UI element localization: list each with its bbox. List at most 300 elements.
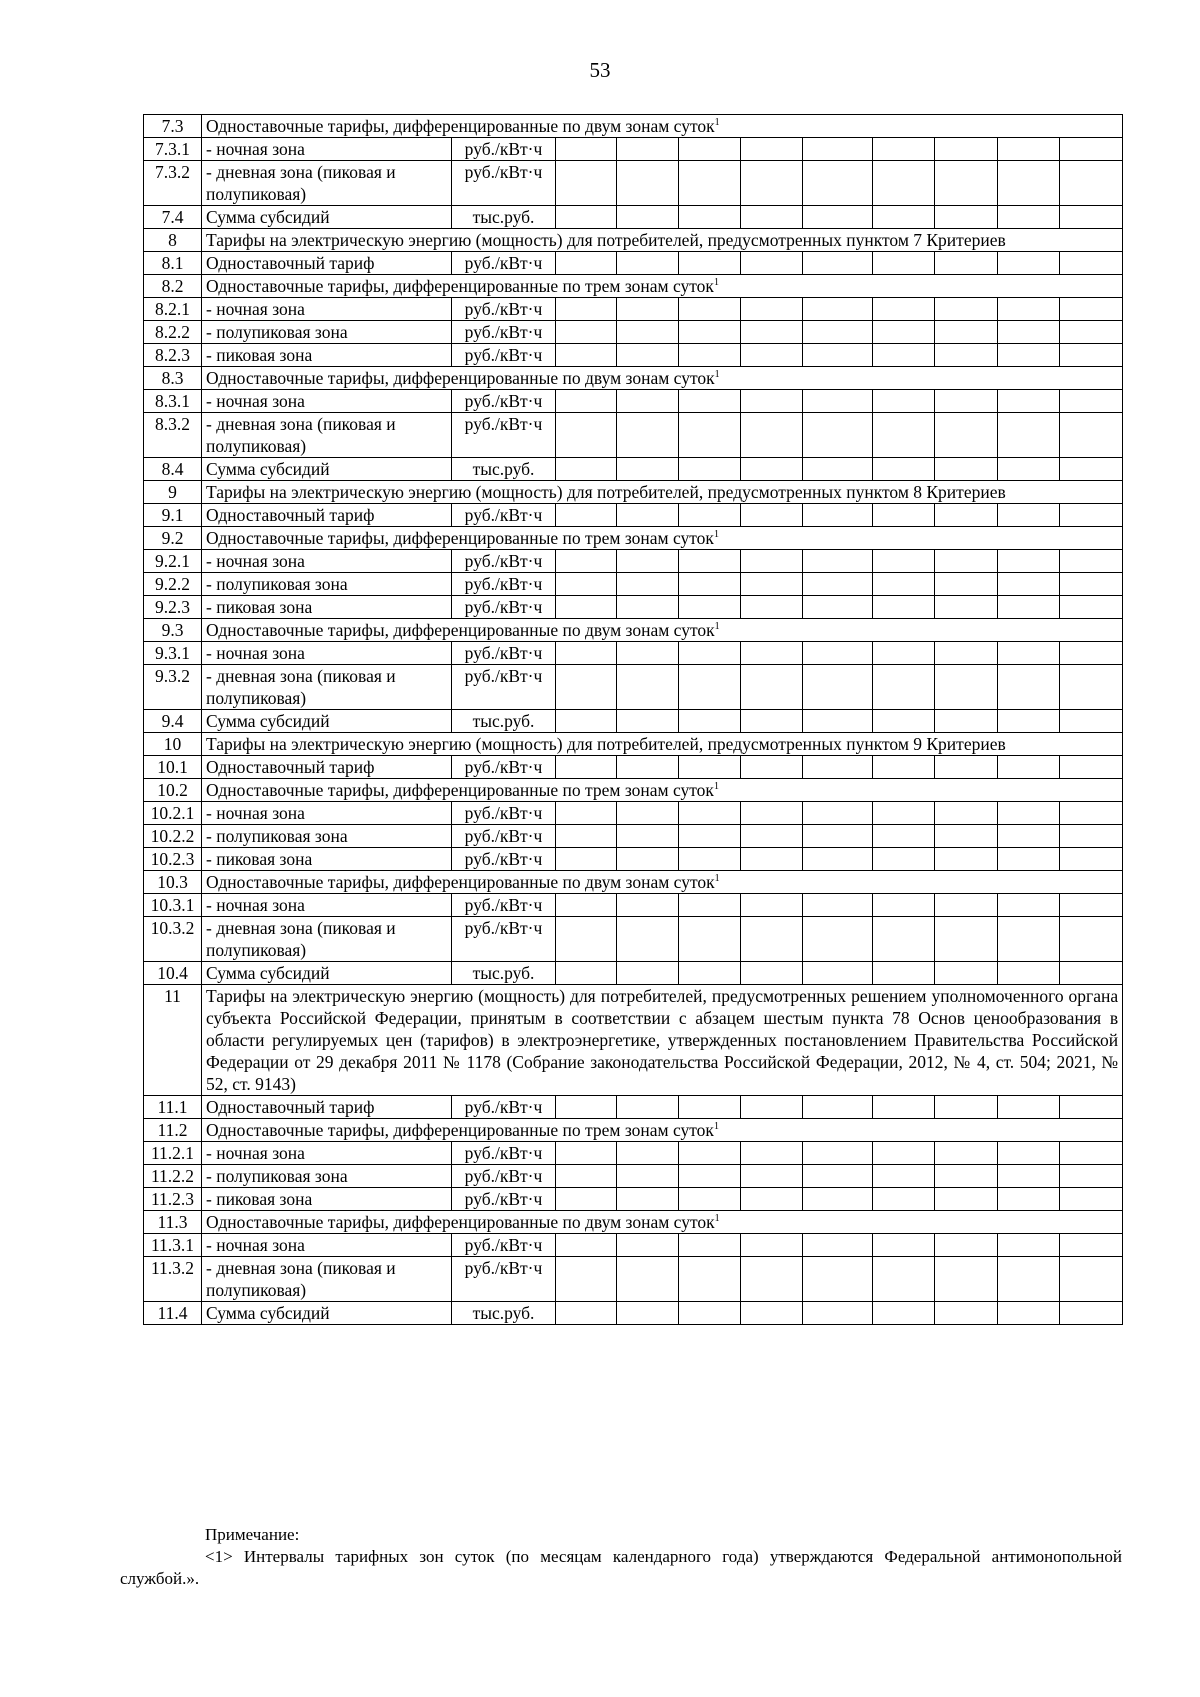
row-number: 7.3 xyxy=(144,115,202,138)
table-row xyxy=(144,367,1123,390)
value-cell xyxy=(679,917,741,962)
value-cell xyxy=(873,665,935,710)
row-unit: тыс.руб. xyxy=(452,962,556,985)
row-number: 10.2.2 xyxy=(144,825,202,848)
row-name: Сумма субсидий xyxy=(202,962,452,985)
row-unit: руб./кВт·ч xyxy=(452,550,556,573)
section-heading xyxy=(202,733,1123,756)
row-name: - ночная зона xyxy=(202,138,452,161)
value-cell xyxy=(998,206,1060,229)
value-cell xyxy=(998,298,1060,321)
table-row xyxy=(144,344,1123,367)
row-name: - пиковая зона xyxy=(202,848,452,871)
value-cell xyxy=(803,1142,873,1165)
footnote-marker: 1 xyxy=(713,529,719,541)
row-number: 8.3.1 xyxy=(144,390,202,413)
row-number: 11 xyxy=(144,985,202,1096)
value-cell xyxy=(556,390,617,413)
value-cell xyxy=(741,596,803,619)
table-row xyxy=(144,642,1123,665)
value-cell xyxy=(1060,1302,1123,1325)
value-cell xyxy=(935,1165,998,1188)
table-row xyxy=(144,848,1123,871)
value-cell xyxy=(803,573,873,596)
row-unit: руб./кВт·ч xyxy=(452,917,556,962)
value-cell xyxy=(617,665,679,710)
row-name: Сумма субсидий xyxy=(202,1302,452,1325)
value-cell xyxy=(998,710,1060,733)
row-number: 9.3.1 xyxy=(144,642,202,665)
row-number: 10.2 xyxy=(144,779,202,802)
value-cell xyxy=(679,665,741,710)
value-cell xyxy=(617,1096,679,1119)
value-cell xyxy=(556,1165,617,1188)
value-cell xyxy=(556,321,617,344)
value-cell xyxy=(556,550,617,573)
row-unit: руб./кВт·ч xyxy=(452,1188,556,1211)
value-cell xyxy=(998,1096,1060,1119)
value-cell xyxy=(1060,161,1123,206)
value-cell xyxy=(679,1165,741,1188)
value-cell xyxy=(935,917,998,962)
value-cell xyxy=(998,458,1060,481)
row-number: 9.3.2 xyxy=(144,665,202,710)
row-unit: руб./кВт·ч xyxy=(452,1142,556,1165)
value-cell xyxy=(935,848,998,871)
footnote-marker: 1 xyxy=(713,781,719,793)
value-cell xyxy=(1060,344,1123,367)
value-cell xyxy=(935,1234,998,1257)
value-cell xyxy=(556,252,617,275)
section-heading xyxy=(202,275,1123,298)
row-number: 8.1 xyxy=(144,252,202,275)
value-cell xyxy=(935,458,998,481)
value-cell xyxy=(935,161,998,206)
value-cell xyxy=(679,1188,741,1211)
value-cell xyxy=(617,848,679,871)
value-cell xyxy=(803,550,873,573)
row-name: - полупиковая зона xyxy=(202,825,452,848)
section-heading-text: Одноставочные тарифы, дифференцированные по трем зонам суток xyxy=(206,276,714,296)
row-name: - дневная зона (пиковая и полупиковая) xyxy=(202,161,452,206)
table-row xyxy=(144,779,1123,802)
footnote-marker: 1 xyxy=(714,117,720,129)
table-row xyxy=(144,1119,1123,1142)
row-unit: тыс.руб. xyxy=(452,206,556,229)
table-row xyxy=(144,825,1123,848)
value-cell xyxy=(741,1142,803,1165)
value-cell xyxy=(873,596,935,619)
row-name: - дневная зона (пиковая и полупиковая) xyxy=(202,917,452,962)
footnote-marker: 1 xyxy=(714,873,720,885)
value-cell xyxy=(803,894,873,917)
row-number: 11.1 xyxy=(144,1096,202,1119)
value-cell xyxy=(935,298,998,321)
row-unit: руб./кВт·ч xyxy=(452,802,556,825)
value-cell xyxy=(1060,665,1123,710)
value-cell xyxy=(873,252,935,275)
section-heading-text: Одноставочные тарифы, дифференцированные по трем зонам суток xyxy=(206,528,714,548)
value-cell xyxy=(556,917,617,962)
table-row xyxy=(144,527,1123,550)
value-cell xyxy=(803,1234,873,1257)
value-cell xyxy=(1060,1142,1123,1165)
row-unit: руб./кВт·ч xyxy=(452,390,556,413)
value-cell xyxy=(556,1188,617,1211)
row-number: 8.3.2 xyxy=(144,413,202,458)
value-cell xyxy=(679,1257,741,1302)
row-name: - пиковая зона xyxy=(202,1188,452,1211)
value-cell xyxy=(741,825,803,848)
value-cell xyxy=(803,802,873,825)
value-cell xyxy=(617,1188,679,1211)
row-unit: руб./кВт·ч xyxy=(452,161,556,206)
value-cell xyxy=(998,848,1060,871)
value-cell xyxy=(935,642,998,665)
value-cell xyxy=(617,962,679,985)
row-unit: руб./кВт·ч xyxy=(452,642,556,665)
value-cell xyxy=(741,161,803,206)
row-unit: руб./кВт·ч xyxy=(452,1096,556,1119)
value-cell xyxy=(873,161,935,206)
value-cell xyxy=(679,344,741,367)
row-unit: руб./кВт·ч xyxy=(452,344,556,367)
value-cell xyxy=(617,825,679,848)
value-cell xyxy=(998,573,1060,596)
value-cell xyxy=(741,756,803,779)
row-unit: руб./кВт·ч xyxy=(452,298,556,321)
row-name: - дневная зона (пиковая и полупиковая) xyxy=(202,413,452,458)
section-heading xyxy=(202,1119,1123,1142)
value-cell xyxy=(803,596,873,619)
row-number: 10 xyxy=(144,733,202,756)
table-row xyxy=(144,871,1123,894)
value-cell xyxy=(873,573,935,596)
value-cell xyxy=(741,390,803,413)
value-cell xyxy=(617,321,679,344)
row-number: 11.2 xyxy=(144,1119,202,1142)
value-cell xyxy=(998,894,1060,917)
row-number: 11.2.1 xyxy=(144,1142,202,1165)
value-cell xyxy=(679,825,741,848)
value-cell xyxy=(741,1096,803,1119)
row-unit: руб./кВт·ч xyxy=(452,138,556,161)
section-heading xyxy=(202,527,1123,550)
value-cell xyxy=(1060,962,1123,985)
value-cell xyxy=(617,161,679,206)
value-cell xyxy=(998,1257,1060,1302)
value-cell xyxy=(1060,458,1123,481)
value-cell xyxy=(556,1257,617,1302)
row-number: 10.1 xyxy=(144,756,202,779)
table-row xyxy=(144,298,1123,321)
row-number: 9 xyxy=(144,481,202,504)
value-cell xyxy=(679,848,741,871)
notes-text: <1> Интервалы тарифных зон суток (по месяцам календарного года) утверждаются Федеральной антимонопольной службой.». xyxy=(120,1547,1122,1588)
value-cell xyxy=(1060,298,1123,321)
value-cell xyxy=(873,550,935,573)
value-cell xyxy=(998,1142,1060,1165)
section-heading xyxy=(202,871,1123,894)
tariff-table xyxy=(143,114,1123,1325)
value-cell xyxy=(679,894,741,917)
value-cell xyxy=(1060,252,1123,275)
value-cell xyxy=(998,321,1060,344)
value-cell xyxy=(679,413,741,458)
table-row xyxy=(144,733,1123,756)
value-cell xyxy=(556,298,617,321)
value-cell xyxy=(617,1302,679,1325)
section-heading-text: Тарифы на электрическую энергию (мощность) для потребителей, предусмотренных пунктом 8 Критериев xyxy=(206,482,1006,502)
row-number: 7.4 xyxy=(144,206,202,229)
value-cell xyxy=(679,161,741,206)
value-cell xyxy=(556,1302,617,1325)
value-cell xyxy=(803,710,873,733)
row-number: 7.3.1 xyxy=(144,138,202,161)
row-name: Одноставочный тариф xyxy=(202,1096,452,1119)
value-cell xyxy=(873,321,935,344)
value-cell xyxy=(679,1302,741,1325)
value-cell xyxy=(803,825,873,848)
value-cell xyxy=(741,298,803,321)
value-cell xyxy=(935,138,998,161)
value-cell xyxy=(741,252,803,275)
value-cell xyxy=(617,1234,679,1257)
row-name: - ночная зона xyxy=(202,1142,452,1165)
value-cell xyxy=(935,665,998,710)
table-row xyxy=(144,1142,1123,1165)
value-cell xyxy=(679,573,741,596)
section-heading xyxy=(202,367,1123,390)
row-name: - ночная зона xyxy=(202,390,452,413)
footnote-marker: 1 xyxy=(714,621,720,633)
row-unit: руб./кВт·ч xyxy=(452,1234,556,1257)
row-unit: руб./кВт·ч xyxy=(452,596,556,619)
table-row xyxy=(144,1302,1123,1325)
value-cell xyxy=(935,756,998,779)
row-number: 11.3.2 xyxy=(144,1257,202,1302)
section-heading-text: Одноставочные тарифы, дифференцированные по двум зонам суток xyxy=(206,872,715,892)
row-name: - полупиковая зона xyxy=(202,321,452,344)
value-cell xyxy=(803,161,873,206)
value-cell xyxy=(617,917,679,962)
value-cell xyxy=(803,458,873,481)
value-cell xyxy=(556,504,617,527)
value-cell xyxy=(556,802,617,825)
value-cell xyxy=(998,390,1060,413)
value-cell xyxy=(679,1142,741,1165)
value-cell xyxy=(935,894,998,917)
section-heading-text: Тарифы на электрическую энергию (мощность) для потребителей, предусмотренных решением уполномоченного органа субъекта Российской Федерации, принятым в соответствии с абзацем шестым пункта 78 Основ ценообразования в области регулируемых цен (тарифов) в электроэнергетике, утвержденных постановлением Правительства Российской Федерации от 29 декабря 2011 № 1178 (Собрание законодательства Российской Федерации, 2012, № 4, ст. 504; 2021, № 52, ст. 9143) xyxy=(206,986,1119,1094)
value-cell xyxy=(556,848,617,871)
table-row xyxy=(144,573,1123,596)
row-unit: руб./кВт·ч xyxy=(452,321,556,344)
value-cell xyxy=(873,1257,935,1302)
value-cell xyxy=(803,1188,873,1211)
row-name: Сумма субсидий xyxy=(202,458,452,481)
table-row xyxy=(144,481,1123,504)
value-cell xyxy=(803,1257,873,1302)
value-cell xyxy=(1060,390,1123,413)
value-cell xyxy=(741,138,803,161)
page-number: 53 xyxy=(589,58,611,82)
value-cell xyxy=(1060,413,1123,458)
value-cell xyxy=(998,138,1060,161)
section-heading-text: Тарифы на электрическую энергию (мощность) для потребителей, предусмотренных пунктом 7 Критериев xyxy=(206,230,1006,250)
value-cell xyxy=(617,138,679,161)
value-cell xyxy=(803,298,873,321)
value-cell xyxy=(556,642,617,665)
row-unit: тыс.руб. xyxy=(452,458,556,481)
footnote-marker: 1 xyxy=(713,1121,719,1133)
row-number: 11.2.2 xyxy=(144,1165,202,1188)
row-name: Одноставочный тариф xyxy=(202,504,452,527)
value-cell xyxy=(556,344,617,367)
value-cell xyxy=(873,642,935,665)
value-cell xyxy=(741,504,803,527)
row-unit: руб./кВт·ч xyxy=(452,504,556,527)
value-cell xyxy=(617,756,679,779)
value-cell xyxy=(617,1165,679,1188)
row-name: Сумма субсидий xyxy=(202,710,452,733)
value-cell xyxy=(741,413,803,458)
value-cell xyxy=(935,1096,998,1119)
value-cell xyxy=(679,756,741,779)
value-cell xyxy=(1060,917,1123,962)
row-number: 9.2.3 xyxy=(144,596,202,619)
value-cell xyxy=(741,962,803,985)
value-cell xyxy=(679,138,741,161)
value-cell xyxy=(556,596,617,619)
value-cell xyxy=(741,848,803,871)
value-cell xyxy=(998,665,1060,710)
value-cell xyxy=(998,1302,1060,1325)
value-cell xyxy=(803,962,873,985)
value-cell xyxy=(998,802,1060,825)
value-cell xyxy=(998,917,1060,962)
value-cell xyxy=(617,894,679,917)
value-cell xyxy=(679,298,741,321)
value-cell xyxy=(556,161,617,206)
value-cell xyxy=(556,665,617,710)
value-cell xyxy=(617,206,679,229)
value-cell xyxy=(556,894,617,917)
table-row xyxy=(144,229,1123,252)
value-cell xyxy=(1060,504,1123,527)
value-cell xyxy=(998,550,1060,573)
table-row xyxy=(144,917,1123,962)
table-row xyxy=(144,962,1123,985)
row-unit: тыс.руб. xyxy=(452,1302,556,1325)
value-cell xyxy=(998,1234,1060,1257)
value-cell xyxy=(741,710,803,733)
value-cell xyxy=(935,802,998,825)
value-cell xyxy=(803,344,873,367)
value-cell xyxy=(617,573,679,596)
value-cell xyxy=(1060,802,1123,825)
row-number: 9.1 xyxy=(144,504,202,527)
table-row xyxy=(144,1257,1123,1302)
row-unit: руб./кВт·ч xyxy=(452,665,556,710)
value-cell xyxy=(803,413,873,458)
value-cell xyxy=(803,665,873,710)
value-cell xyxy=(1060,550,1123,573)
value-cell xyxy=(556,1096,617,1119)
row-name: Одноставочный тариф xyxy=(202,252,452,275)
value-cell xyxy=(803,321,873,344)
value-cell xyxy=(935,1188,998,1211)
table-row xyxy=(144,596,1123,619)
value-cell xyxy=(617,642,679,665)
row-unit: руб./кВт·ч xyxy=(452,894,556,917)
value-cell xyxy=(741,1302,803,1325)
value-cell xyxy=(873,917,935,962)
value-cell xyxy=(803,138,873,161)
value-cell xyxy=(556,710,617,733)
row-number: 8.2.1 xyxy=(144,298,202,321)
value-cell xyxy=(803,848,873,871)
value-cell xyxy=(741,1165,803,1188)
value-cell xyxy=(935,344,998,367)
value-cell xyxy=(1060,138,1123,161)
value-cell xyxy=(935,550,998,573)
section-heading xyxy=(202,115,1123,138)
value-cell xyxy=(873,1165,935,1188)
value-cell xyxy=(873,1302,935,1325)
value-cell xyxy=(556,413,617,458)
table-row xyxy=(144,1096,1123,1119)
section-heading xyxy=(202,481,1123,504)
table-row xyxy=(144,115,1123,138)
table-row xyxy=(144,1188,1123,1211)
value-cell xyxy=(679,1096,741,1119)
value-cell xyxy=(617,802,679,825)
value-cell xyxy=(617,344,679,367)
section-heading xyxy=(202,619,1123,642)
row-number: 10.3.2 xyxy=(144,917,202,962)
value-cell xyxy=(1060,206,1123,229)
row-unit: руб./кВт·ч xyxy=(452,252,556,275)
value-cell xyxy=(803,642,873,665)
value-cell xyxy=(679,458,741,481)
section-heading-text: Одноставочные тарифы, дифференцированные по трем зонам суток xyxy=(206,1120,714,1140)
row-number: 9.2 xyxy=(144,527,202,550)
value-cell xyxy=(873,848,935,871)
value-cell xyxy=(741,550,803,573)
value-cell xyxy=(998,1165,1060,1188)
table-row xyxy=(144,390,1123,413)
value-cell xyxy=(935,390,998,413)
value-cell xyxy=(1060,825,1123,848)
row-name: - ночная зона xyxy=(202,298,452,321)
row-unit: руб./кВт·ч xyxy=(452,1165,556,1188)
row-name: - ночная зона xyxy=(202,550,452,573)
section-heading-text: Одноставочные тарифы, дифференцированные по двум зонам суток xyxy=(206,368,715,388)
value-cell xyxy=(1060,1096,1123,1119)
table-row xyxy=(144,138,1123,161)
value-cell xyxy=(803,390,873,413)
value-cell xyxy=(679,504,741,527)
value-cell xyxy=(803,504,873,527)
value-cell xyxy=(935,206,998,229)
value-cell xyxy=(556,962,617,985)
value-cell xyxy=(617,390,679,413)
tariff-table-body xyxy=(144,115,1123,1325)
value-cell xyxy=(617,1257,679,1302)
value-cell xyxy=(935,252,998,275)
value-cell xyxy=(935,1302,998,1325)
value-cell xyxy=(873,1188,935,1211)
